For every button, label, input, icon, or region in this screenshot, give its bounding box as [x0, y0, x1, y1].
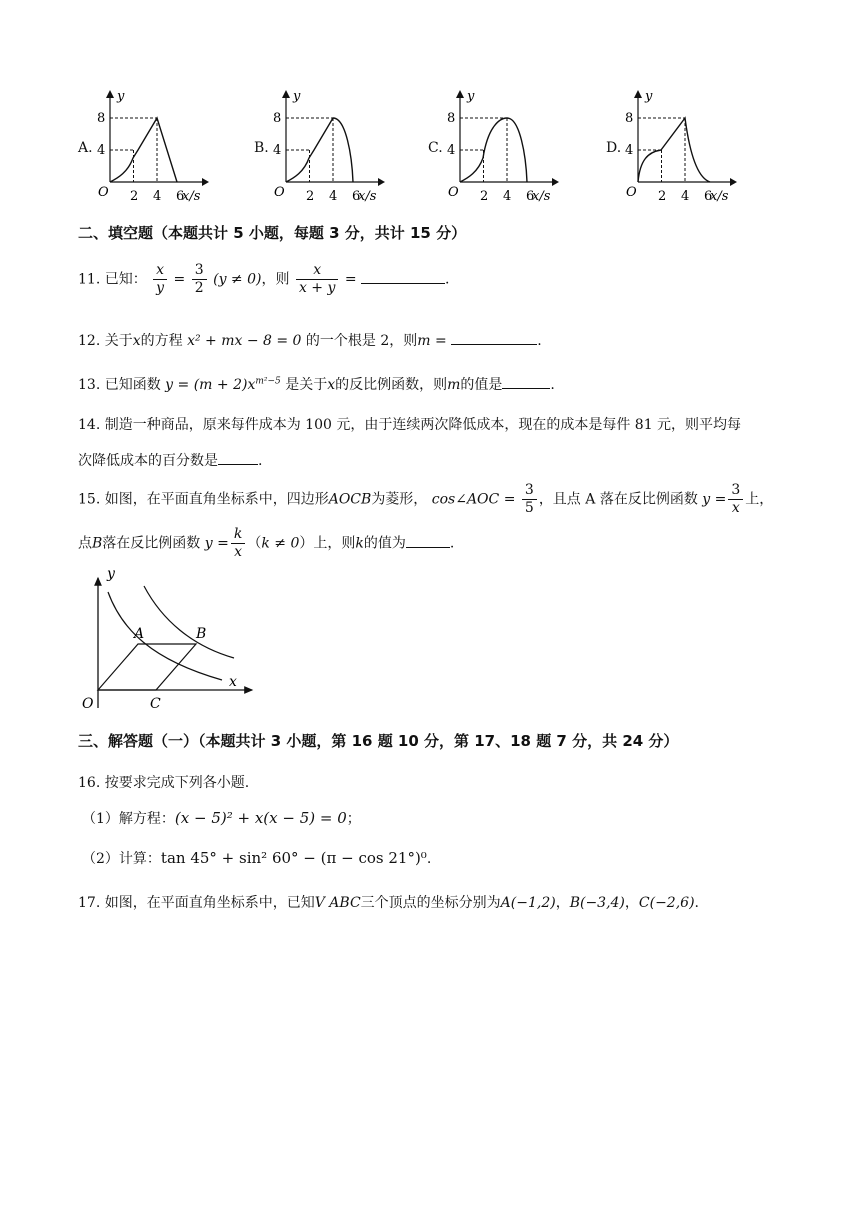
y-tick-8: 8: [447, 111, 456, 126]
y-tick-4: 4: [625, 143, 634, 158]
q13-answer-blank[interactable]: [502, 374, 550, 389]
q12-text-3: 的一个根是 2，则: [305, 333, 418, 349]
y-tick-4: 4: [447, 143, 456, 158]
q17-triangle: V ABC: [314, 895, 361, 911]
q13-text-3: 的反比例函数，则: [335, 377, 448, 393]
q17-tail: .: [694, 895, 699, 911]
q15-text-9: 的值为: [363, 535, 406, 552]
q11-then: ，则: [261, 271, 290, 288]
q11-frac-num: x: [153, 262, 167, 280]
x-tick-4: 4: [681, 189, 690, 204]
q16-p2-label: （2）计算：: [82, 851, 161, 867]
q13-var-x: x: [327, 377, 336, 393]
q13-text-1: 已知函数: [104, 377, 161, 393]
fig15-rhombus: [98, 644, 196, 690]
q12-var-m: m: [417, 333, 431, 349]
q16-head: 16. 按要求完成下列各小题.: [78, 775, 250, 791]
q15-text-7: （: [247, 535, 262, 552]
y-label: y: [117, 89, 125, 104]
section3-title: 三、解答题（一）（本题共计 3 小题，第 16 题 10 分，第 17、18 题 7 分，共 24 分）: [78, 732, 679, 750]
x-label: x/s: [710, 189, 729, 204]
q12-text-1: 关于: [104, 333, 133, 349]
q16-part-1: [82, 808, 361, 828]
y-tick-8: 8: [625, 111, 634, 126]
q11-frac2-den: 2: [194, 280, 204, 296]
q12-answer-blank[interactable]: [451, 330, 537, 345]
x-tick-2: 2: [306, 189, 315, 204]
q12-number: 12.: [78, 333, 101, 349]
q15-line-1: [78, 482, 773, 517]
q15-answer-blank[interactable]: [406, 533, 450, 548]
question-12: 12. 关于x的方程 x² + mx − 8 = 0 的一个根是 2，则m = .: [78, 330, 542, 350]
fig15-curve-b: [144, 586, 234, 658]
question-17: [78, 892, 699, 912]
graph-choice-d: [618, 86, 748, 206]
y-axis-arrow: [634, 90, 642, 98]
x-axis-arrow: [202, 178, 209, 186]
q11-frac3-num: x: [296, 262, 338, 280]
q13-tail: .: [550, 377, 555, 393]
q16-p2-tail: .: [426, 851, 432, 867]
q16-p1-label: （1）解方程：: [82, 811, 175, 827]
q11-frac-xy: [153, 262, 167, 297]
q15-frac3-num: k: [231, 526, 245, 544]
q13-text-4: 的值是: [460, 377, 503, 393]
graph-choice-b: [266, 86, 396, 206]
q11-frac2-num: 3: [192, 262, 207, 280]
q13-text-2: 是关于: [285, 377, 328, 393]
q11-answer-blank[interactable]: [361, 269, 445, 284]
origin-label: O: [448, 185, 459, 200]
x-axis-arrow: [552, 178, 559, 186]
x-tick-2: 2: [130, 189, 139, 204]
q15-text-1: 如图，在平面直角坐标系中，四边形: [104, 491, 329, 508]
q14-line-2: [78, 450, 262, 470]
section2-title: 二、填空题（本题共计 5 小题，每题 3 分，共计 15 分）: [78, 224, 467, 242]
q15-var-k: k: [355, 535, 364, 552]
q11-number: 11.: [78, 271, 101, 288]
q11-equals-2: =: [344, 271, 357, 288]
x-label: x/s: [358, 189, 377, 204]
q17-point-a: A(−1,2): [500, 895, 556, 911]
y-tick-8: 8: [273, 111, 282, 126]
fig15-label-a: A: [134, 626, 145, 642]
q11-frac-32: [192, 262, 207, 297]
x-tick-4: 4: [153, 189, 162, 204]
q17-sep-2: ，: [624, 895, 639, 911]
fig15-label-y: y: [107, 570, 115, 582]
q15-frac2-den: x: [731, 500, 740, 516]
q12-text-2: 的方程: [140, 333, 183, 349]
y-axis-arrow: [456, 90, 464, 98]
graph-d-axes: [625, 89, 737, 204]
choice-b-label: B.: [254, 140, 269, 156]
q12-equation: x² + mx − 8 = 0: [187, 333, 302, 349]
q13-var-m: m: [447, 377, 461, 393]
x-tick-6: 6: [352, 189, 361, 204]
x-axis-arrow: [378, 178, 385, 186]
fig15-label-b: B: [196, 626, 207, 642]
question-13: [78, 374, 555, 394]
question-11: [78, 262, 449, 297]
choice-c-label: C.: [428, 140, 443, 156]
q15-k-condition: k ≠ 0: [261, 535, 300, 552]
q17-point-c: C(−2,6): [638, 895, 695, 911]
graph-choice-a: [90, 86, 220, 206]
q15-quad: AOCB: [328, 491, 372, 508]
q16-p2-expression: tan 45° + sin² 60° − (π − cos 21°)⁰: [160, 849, 427, 867]
q15-text-6: 落在反比例函数: [102, 535, 201, 552]
q17-text-2: 三个顶点的坐标分别为: [360, 895, 501, 911]
x-tick-6: 6: [704, 189, 713, 204]
choice-a-label: A.: [78, 140, 93, 156]
q16-p1-tail: ；: [346, 811, 361, 827]
q13-exponent: m²−5: [255, 376, 281, 387]
q12-var-x: x: [132, 333, 141, 349]
x-tick-4: 4: [503, 189, 512, 204]
q15-text-4: 上，: [745, 491, 774, 508]
q15-cos: cos∠AOC =: [431, 491, 516, 508]
q15-number: 15.: [78, 491, 101, 508]
q11-tail: .: [445, 271, 450, 288]
q15-text-8: ）上，则: [299, 535, 356, 552]
x-tick-2: 2: [480, 189, 489, 204]
q11-frac-den: y: [156, 280, 165, 296]
q15-frac3-den: x: [234, 544, 243, 560]
origin-label: O: [626, 185, 637, 200]
y-label: y: [645, 89, 653, 104]
graph-c-axes: [447, 89, 559, 204]
x-tick-6: 6: [526, 189, 535, 204]
graph-b-axes: [273, 89, 385, 204]
fig15-label-c: C: [150, 696, 161, 712]
origin-label: O: [274, 185, 285, 200]
x-label: x/s: [182, 189, 201, 204]
q11-lead: 已知：: [104, 271, 147, 288]
q15-frac-kx: [231, 526, 245, 561]
y-axis-arrow: [106, 90, 114, 98]
q15-frac-num: 3: [522, 482, 537, 500]
q15-frac-den: 5: [524, 500, 534, 516]
fig15-label-x: x: [229, 674, 237, 690]
x-tick-6: 6: [176, 189, 185, 204]
q14-line-1: 14. 制造一种商品，原来每件成本为 100 元，由于连续两次降低成本，现在的成本是每件 81 元，则平均每: [78, 417, 742, 433]
x-label: x/s: [532, 189, 551, 204]
x-tick-2: 2: [658, 189, 667, 204]
x-tick-4: 4: [329, 189, 338, 204]
q16-part-2: [82, 848, 431, 868]
q15-point-b: B: [92, 535, 103, 552]
y-label: y: [467, 89, 475, 104]
q17-sep-1: ，: [555, 895, 570, 911]
y-label: y: [293, 89, 301, 104]
q15-text-5: 点: [78, 535, 92, 552]
q15-frac2-num: 3: [728, 482, 743, 500]
q13-function: y = (m + 2)x: [165, 377, 256, 393]
q11-condition: (y ≠ 0): [213, 271, 262, 288]
q15-frac-3x: [728, 482, 743, 517]
q15-y-eq: y =: [702, 491, 727, 508]
q14-tail: .: [258, 453, 263, 469]
graph-a-axes: [97, 89, 209, 204]
q15-tail: .: [449, 535, 455, 552]
q16-p1-equation: (x − 5)² + x(x − 5) = 0: [174, 809, 347, 827]
q11-equals: =: [173, 271, 186, 288]
q15-frac-35: [522, 482, 537, 517]
x-axis-arrow: [730, 178, 737, 186]
q12-tail: .: [537, 333, 542, 349]
q11-frac-target: [296, 262, 338, 297]
y-tick-8: 8: [97, 111, 106, 126]
q14-text: 次降低成本的百分数是: [78, 453, 218, 469]
q17-point-b: B(−3,4): [569, 895, 625, 911]
choice-d-label: D.: [606, 140, 622, 156]
fig15-label-o: O: [82, 696, 94, 712]
q11-frac3-den: x + y: [298, 280, 336, 296]
q15-text-3: ，且点 A 落在反比例函数: [538, 491, 698, 508]
y-tick-4: 4: [273, 143, 282, 158]
q15-text-2: 为菱形，: [371, 491, 428, 508]
y-tick-4: 4: [97, 143, 106, 158]
q15-line-2: [78, 526, 454, 561]
q14-answer-blank[interactable]: [218, 450, 258, 465]
origin-label: O: [98, 185, 109, 200]
q17-text-1: 17. 如图，在平面直角坐标系中，已知: [78, 895, 315, 911]
graph-choice-c: [440, 86, 570, 206]
y-axis-arrow: [282, 90, 290, 98]
q15-y-eq-2: y =: [204, 535, 229, 552]
q13-number: 13.: [78, 377, 101, 393]
q15-figure: [72, 570, 272, 720]
